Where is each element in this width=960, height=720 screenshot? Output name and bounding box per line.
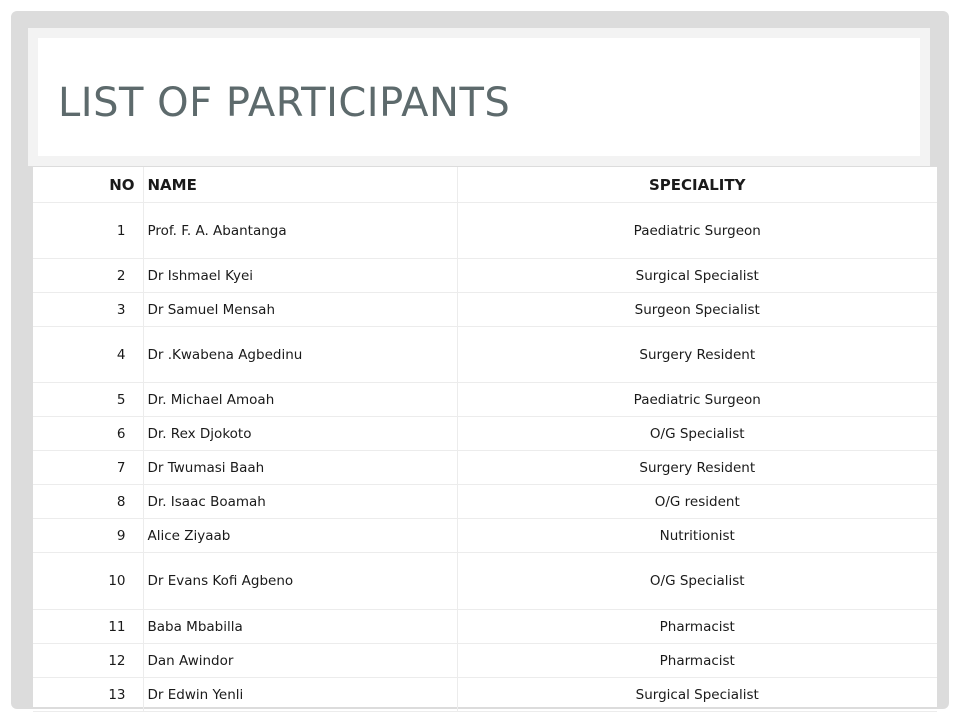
table-row [33,293,937,327]
cell-no: 12 [33,644,143,678]
cell-no: 13 [33,678,143,712]
cell-speciality: O/G Specialist [457,553,937,610]
cell-no: 10 [33,553,143,610]
table-row [33,644,937,678]
cell-speciality: Paediatric Surgeon [457,203,937,259]
cell-name: Prof. F. A. Abantanga [143,203,457,259]
cell-no: 5 [33,383,143,417]
cell-speciality: Pharmacist [457,644,937,678]
cell-speciality: O/G resident [457,485,937,519]
table-row [33,327,937,383]
cell-no: 3 [33,293,143,327]
table-row [33,417,937,451]
cell-name: Baba Mbabilla [143,610,457,644]
cell-name: Dr. Michael Amoah [143,383,457,417]
cell-name: Dr Samuel Mensah [143,293,457,327]
column-header-name: NAME [143,167,457,203]
cell-speciality: Surgical Specialist [457,678,937,712]
cell-name: Alice Ziyaab [143,519,457,553]
cell-speciality: Surgeon Specialist [457,293,937,327]
column-header-speciality: SPECIALITY [457,167,937,203]
table-row [33,203,937,259]
cell-name: Dr Twumasi Baah [143,451,457,485]
cell-no: 9 [33,519,143,553]
cell-name: Dr Edwin Yenli [143,678,457,712]
table-row [33,383,937,417]
participants-table [33,167,937,712]
table-row [33,610,937,644]
cell-name: Dr. Isaac Boamah [143,485,457,519]
table-row [33,485,937,519]
cell-no: 7 [33,451,143,485]
cell-speciality: Surgery Resident [457,327,937,383]
cell-no: 8 [33,485,143,519]
table-header-row [33,167,937,203]
page-title: LIST OF PARTICIPANTS [58,80,511,126]
table-row [33,259,937,293]
table-row [33,553,937,610]
title-box [28,28,930,166]
cell-name: Dr. Rex Djokoto [143,417,457,451]
cell-no: 6 [33,417,143,451]
cell-speciality: O/G Specialist [457,417,937,451]
cell-name: Dr Evans Kofi Agbeno [143,553,457,610]
cell-speciality: Nutritionist [457,519,937,553]
table-row [33,519,937,553]
cell-no: 4 [33,327,143,383]
cell-no: 1 [33,203,143,259]
cell-no: 2 [33,259,143,293]
cell-name: Dr Ishmael Kyei [143,259,457,293]
cell-name: Dr .Kwabena Agbedinu [143,327,457,383]
table-row [33,451,937,485]
participants-table-container [33,167,937,707]
cell-name: Dan Awindor [143,644,457,678]
cell-speciality: Surgical Specialist [457,259,937,293]
cell-speciality: Surgery Resident [457,451,937,485]
column-header-no: NO [33,167,143,203]
cell-speciality: Paediatric Surgeon [457,383,937,417]
cell-no: 11 [33,610,143,644]
cell-speciality: Pharmacist [457,610,937,644]
table-row [33,678,937,712]
